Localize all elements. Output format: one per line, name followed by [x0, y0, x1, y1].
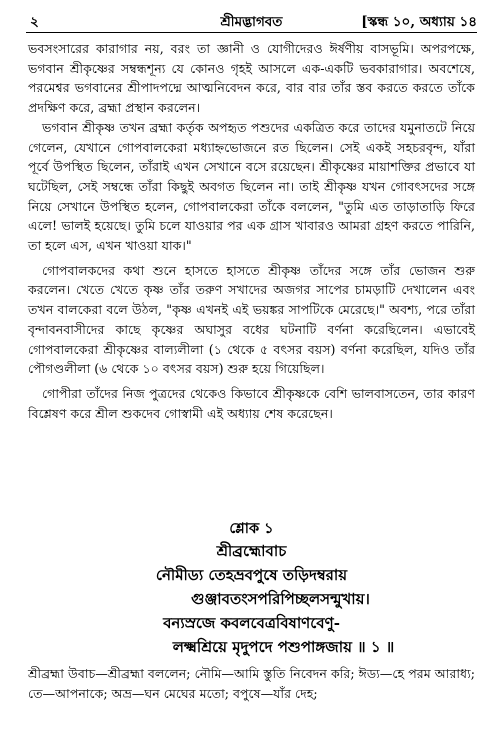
- running-header: [26, 11, 477, 33]
- paragraph: গোপবালকদের কথা শুনে হাসতে হাসতে শ্রীকৃষ্ণ তাঁদের সঙ্গে তাঁর ভোজন শুরু করলেন। খেতে খেতে কৃষ্ণ তাঁর তরুণ সখাদের অজগর সাপের চামড়াটি দেখালেন এবং তখন বালকেরা বলে উঠল, "কৃষ্ণ এখনই এই ভয়ঙ্কর সাপটিকে মেরেছে।" অবশ্য, পরে তাঁরা বৃন্দাবনবাসীদের কাছে কৃষ্ণের অঘাসুর বধের ঘটনাটি বর্ণনা করেছিলেন। এভাবেই গোপবালকেরা শ্রীকৃষ্ণের বাল্যলীলা (১ থেকে ৫ বৎসর বয়স) বর্ণনা করেছিল, যদিও তাঁর পৌগণ্ডলীলা (৬ থেকে ১০ বৎসর বয়স) শুরু হয়ে গিয়েছিল।: [28, 262, 475, 377]
- verse-speaker: শ্রীব্রহ্মোবাচ: [216, 542, 287, 560]
- verse-line: বন্যস্রজে কবলবেত্রবিষাণবেণু-: [163, 614, 340, 632]
- paragraph: ভবসংসারের কারাগার নয়, বরং তা জ্ঞানী ও যোগীদেরও ঈর্ষণীয় বাসভূমি। অপরপক্ষে, ভগবান শ্রীকৃষ্ণের সম্বন্ধশূন্য যে কোনও গৃহই আসলে এক-একটি ভবকারাগার। অবশেষে, পরমেশ্বর ভগবানের শ্রীপাদপদ্মে আত্মনিবেদন করে, বার বার তাঁর স্তব করতে করতে তাঁকে প্রদক্ষিণ করে, ব্রহ্মা প্রস্থান করলেন।: [28, 41, 475, 116]
- verse-number: শ্লোক ১: [229, 520, 274, 537]
- verse-line: গুঞ্জাবতংসপরিপিচ্ছলসন্মুখায়।: [191, 590, 370, 608]
- verse-line: নৌমীড্য তেহভ্রবপুষে তড়িদম্বরায়: [155, 566, 348, 584]
- paragraph: ভগবান শ্রীকৃষ্ণ তখন ব্রহ্মা কর্তৃক অপহৃত পশুদের একত্রিত করে তাদের যমুনাতটে নিয়ে গেলেন, যেখানে গোপবালকেরা মধ্যাহ্নভোজনে রত ছিলেন। সেই একই সহচরবৃন্দ, যাঁরা পূর্বে উপস্থিত ছিলেন, তাঁরাই এখন সেখানে বসে রয়েছেন। শ্রীকৃষ্ণের মায়াশক্তির প্রভাবে যা ঘটেছিল, সেই সম্বন্ধে তাঁরা কিছুই অবগত ছিলেন না। তাই শ্রীকৃষ্ণ যখন গোবৎসদের সঙ্গে নিয়ে সেখানে উপস্থিত হলেন, গোপবালকেরা তাঁকে বললেন, "তুমি এত তাড়াতাড়ি ফিরে এলে! ভালই হয়েছে। তুমি চলে যাওয়ার পর এক গ্রাস খাবারও আমরা গ্রহণ করতে পারিনি, তা হলে এস, এখন খাওয়া যাক।": [28, 119, 475, 254]
- book-title: শ্রীমদ্ভাগবত: [220, 14, 283, 30]
- paragraph: গোপীরা তাঁদের নিজ পুত্রদের থেকেও কিভাবে শ্রীকৃষ্ণকে বেশি ভালবাসতেন, তার কারণ বিশ্লেষণ করে শ্রীল শুকদেব গোস্বামী এই অধ্যায় শেষ করেছেন।: [28, 385, 475, 421]
- section-reference: [স্কন্ধ ১০, অধ্যায় ১৪: [361, 14, 477, 30]
- header-rule: [26, 32, 477, 33]
- verse-line: লক্ষ্মশ্রিয়ে মৃদুপদে পশুপাঙ্গজায় ॥ ১ ॥: [172, 638, 395, 656]
- page-number: ২: [30, 14, 39, 30]
- word-synonyms: শ্রীব্রহ্মা উবাচ—শ্রীব্রহ্মা বললেন; নৌমি—আমি স্তুতি নিবেদন করি; ঈড্য—হে পরম আরাধ্য; তে—আপনাকে; অভ্র—ঘন মেঘের মতো; বপুষে—যাঁর দেহ;: [28, 666, 475, 701]
- summary-text: [28, 39, 475, 423]
- verse-block: [28, 518, 475, 659]
